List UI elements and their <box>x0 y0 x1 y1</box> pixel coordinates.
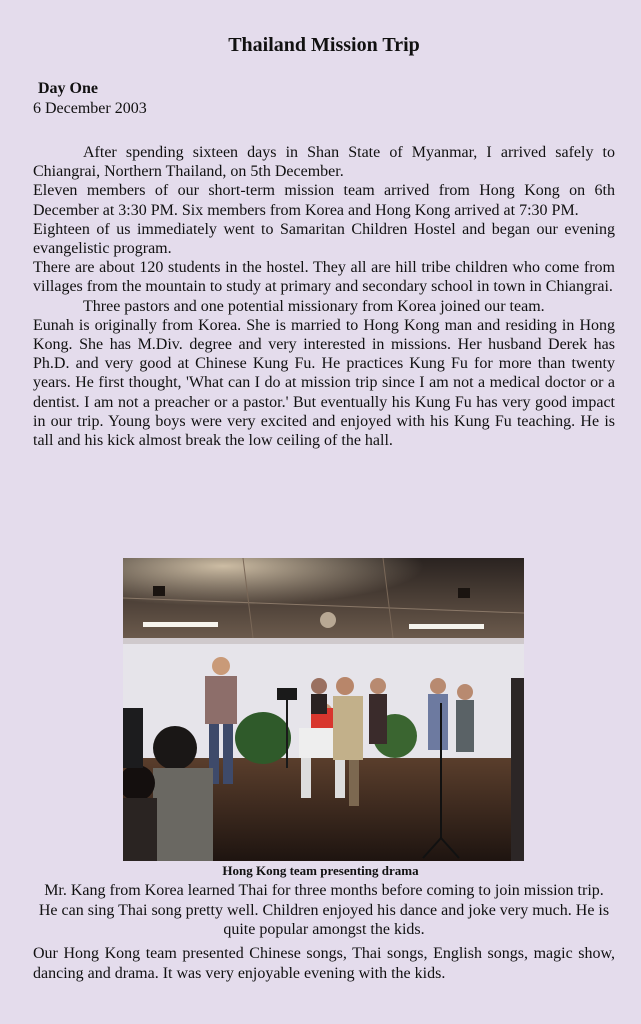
date-line: 6 December 2003 <box>33 100 147 117</box>
paragraph-students: There are about 120 students in the hostel. They all are hill tribe children who come from villages from the mountain to study at primary and secondary school in town in Chiangrai. <box>33 259 615 296</box>
paragraph-mr-kang: Mr. Kang from Korea learned Thai for three months before coming to join mission trip. He can sing Thai song pretty well. Children enjoyed his dance and joke very much. He is quite popular amongst the kids. <box>38 882 610 938</box>
paragraph-arrival: After spending sixteen days in Shan State of Myanmar, I arrived safely to Chiangrai, Northern Thailand, on 5th December. <box>33 144 615 181</box>
paragraph-hostel: Eighteen of us immediately went to Samaritan Children Hostel and began our evening evangelistic program. <box>33 220 615 258</box>
day-heading: Day One <box>38 80 98 97</box>
paragraph-eunah: Eunah is originally from Korea. She is married to Hong Kong man and residing in Hong Kong. She has M.Div. degree and very interested in missions. Her husband Derek has Ph.D. and very good at Chinese Kung Fu. He practices Kung Fu for more than twenty years. He first thought, 'What can I do at mission trip since I am not a medical doctor or a dentist. I am not a preacher or a pastor.' But eventually his Kung Fu has very good impact in our trip. Young boys were very excited and enjoyed with his Kung Fu teaching. He is tall and his kick almost break the low ceiling of the hall. <box>33 316 615 450</box>
body-text <box>33 143 615 450</box>
paragraph-pastors: Three pastors and one potential missionary from Korea joined our team. <box>83 297 545 315</box>
photo-caption: Hong Kong team presenting drama <box>222 863 419 878</box>
page-title: Thailand Mission Trip <box>228 34 420 56</box>
drama-photo <box>123 558 524 861</box>
drama-photo-illustration <box>123 558 524 861</box>
paragraph-team-presentation: Our Hong Kong team presented Chinese songs, Thai songs, English songs, magic show, dancing and drama. It was very enjoyable evening with the kids. <box>33 945 615 982</box>
paragraph-team-arrival: Eleven members of our short-term mission team arrived from Hong Kong on 6th December at 3:30 PM. Six members from Korea and Hong Kong arrived at 7:30 PM. <box>33 182 615 219</box>
